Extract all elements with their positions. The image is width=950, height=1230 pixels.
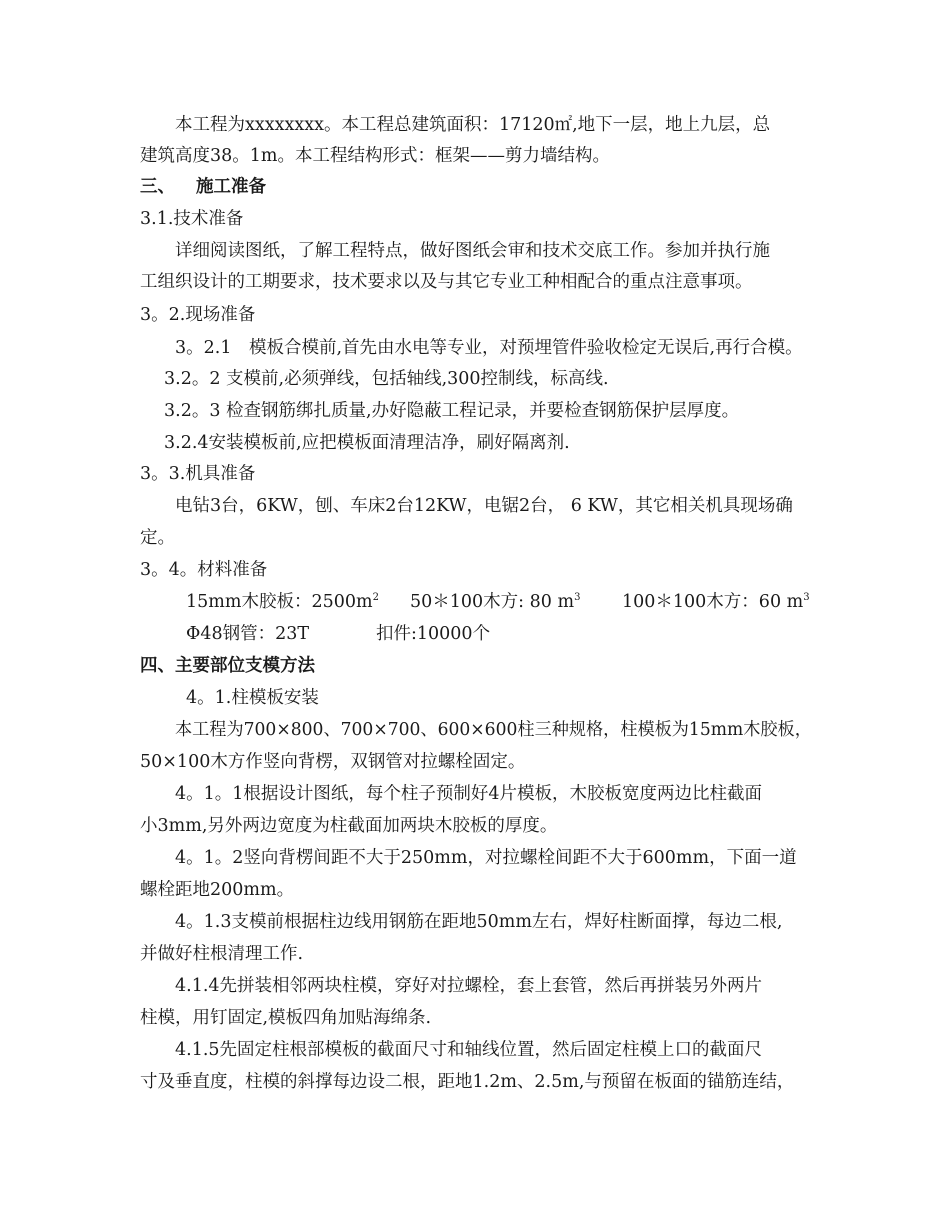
material-plywood: 15mm木胶板：$2500m^2$: [186, 592, 379, 612]
intro-line-2: 建筑高度38。1m。本工程结构形式：框架——剪力墙结构。: [140, 146, 610, 166]
material-timber-100x100: 100＊100木方：60 $m^3$: [622, 592, 810, 612]
subsection-3-4-heading: 3。4。材料准备: [140, 560, 268, 580]
subsection-4-1-heading: 4。1.柱模板安装: [186, 688, 319, 708]
subsection-3-3-heading: 3。3.机具准备: [140, 464, 256, 484]
section-3-number: 三、: [140, 177, 175, 197]
subsection-4-1-line-2: 50×100木方作竖向背楞，双钢管对拉螺栓固定。: [140, 752, 526, 772]
item-4-1-5-line-2: 寸及垂直度，柱模的斜撑每边设二根，距地1.2m、2.5m,与预留在板面的锚筋连结，: [140, 1072, 795, 1092]
item-4-1-4-line-1: 4.1.4先拼装相邻两块柱模，穿好对拉螺栓，套上套管，然后再拼装另外两片: [175, 976, 763, 996]
item-3-2-1: 3。2.1 模板合模前,首先由水电等专业，对预埋管件验收检定无误后,再行合模。: [175, 338, 803, 358]
item-4-1-2-line-1: 4。1。2竖向背楞间距不大于250mm，对拉螺栓间距不大于600mm，下面一道: [175, 848, 797, 868]
item-4-1-3-line-1: 4。1.3支模前根据柱边线用钢筋在距地50mm左右，焊好柱断面撑，每边二根,: [175, 912, 783, 932]
material-steel-pipe: Φ48钢管：23T: [186, 624, 310, 644]
section-4-heading: 四、主要部位支模方法: [140, 656, 315, 676]
subsection-3-1-line-1: 详细阅读图纸，了解工程特点，做好图纸会审和技术交底工作。参加并执行施: [175, 241, 770, 261]
subsection-3-1-heading: 3.1.技术准备: [140, 209, 244, 229]
item-4-1-1-line-1: 4。1。1根据设计图纸，每个柱子预制好4片模板，木胶板宽度两边比柱截面: [175, 784, 763, 804]
item-4-1-4-line-2: 柱模，用钉固定,模板四角加贴海绵条.: [140, 1008, 432, 1028]
subsection-3-1-line-2: 工组织设计的工期要求，技术要求以及与其它专业工种相配合的重点注意事项。: [140, 272, 753, 292]
item-4-1-3-line-2: 并做好柱根清理工作.: [140, 944, 304, 964]
item-3-2-3: 3.2。3 检查钢筋绑扎质量,办好隐蔽工程记录，并要检查钢筋保护层厚度。: [164, 401, 740, 421]
section-3-heading: 施工准备: [196, 177, 266, 197]
subsection-3-2-heading: 3。2.现场准备: [140, 305, 256, 325]
intro-line-1: 本工程为xxxxxxxx。本工程总建筑面积：17120㎡,地下一层，地上九层，总: [175, 115, 771, 135]
item-3-2-2: 3.2。2 支模前,必须弹线，包括轴线,300控制线，标高线.: [164, 369, 609, 389]
material-timber-50x100: 50＊100木方: 80 $m^3$: [410, 592, 581, 612]
item-4-1-1-line-2: 小3mm,另外两边宽度为柱截面加两块木胶板的厚度。: [140, 816, 558, 836]
item-3-2-4: 3.2.4安装模板前,应把模板面清理洁净，刷好隔离剂.: [164, 433, 570, 453]
material-fasteners: 扣件:10000个: [376, 624, 491, 644]
item-4-1-2-line-2: 螺栓距地200mm。: [140, 880, 295, 900]
subsection-3-3-line-1: 电钻3台，6KW，刨、车床2台12KW，电锯2台， 6 KW，其它相关机具现场确: [175, 496, 793, 516]
subsection-3-3-line-2: 定。: [140, 528, 175, 548]
subsection-4-1-line-1: 本工程为700×800、700×700、600×600柱三种规格，柱模板为15mm木胶板，: [175, 720, 812, 740]
item-4-1-5-line-1: 4.1.5先固定柱根部模板的截面尺寸和轴线位置，然后固定柱模上口的截面尺: [175, 1040, 763, 1060]
